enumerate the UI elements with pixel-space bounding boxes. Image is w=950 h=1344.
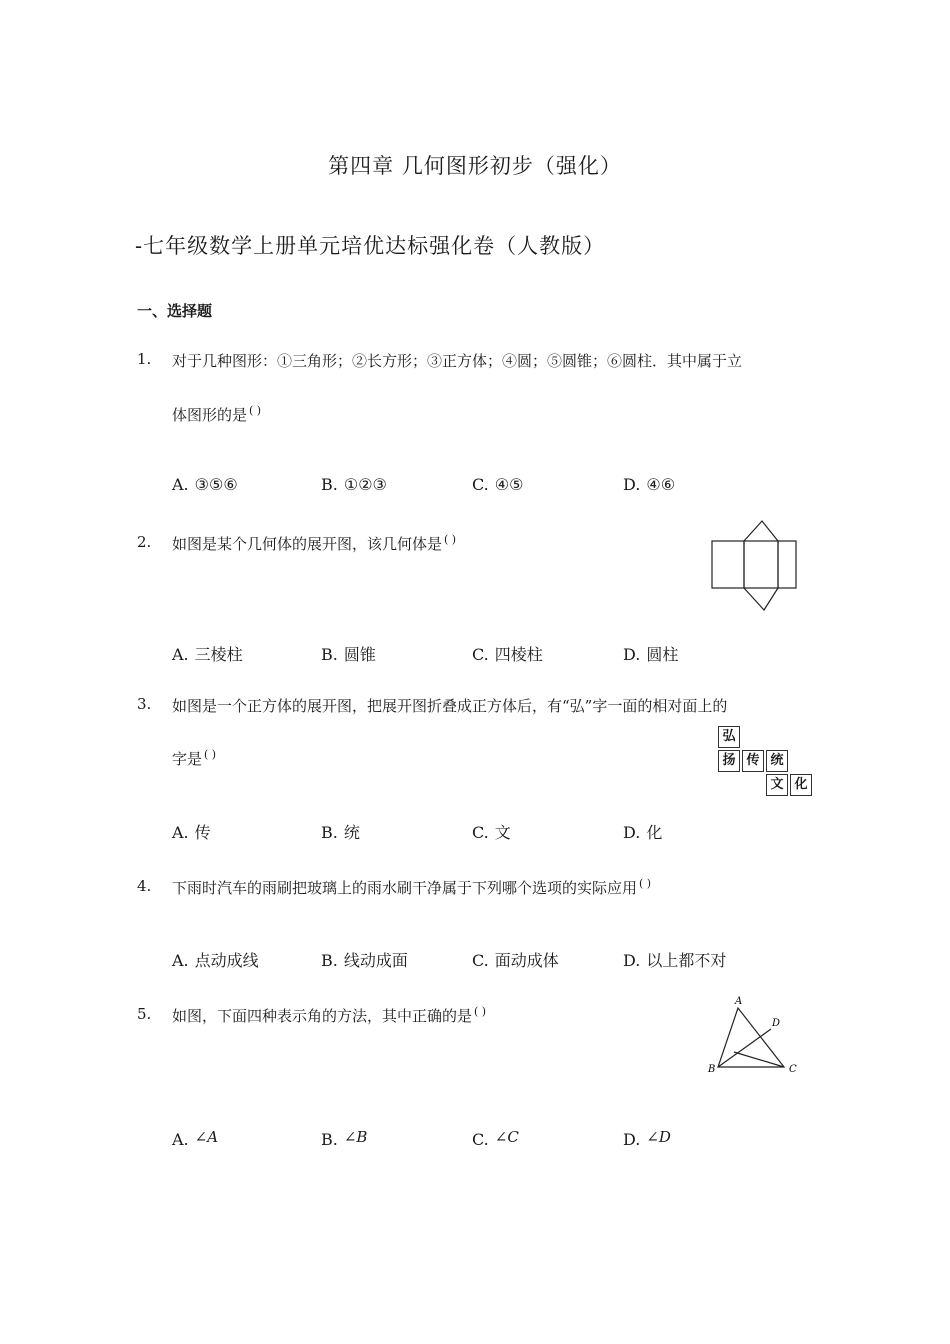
- label-d: D: [772, 1018, 781, 1029]
- option-label: A.: [172, 1130, 189, 1149]
- label-c: C: [789, 1064, 797, 1075]
- option-b[interactable]: [321, 948, 408, 971]
- answer-blank: ( ): [639, 877, 652, 890]
- option-text: 线动成面: [343, 951, 408, 970]
- triangular-prism-net-figure: [708, 518, 800, 614]
- option-text: ④⑤: [494, 475, 524, 494]
- option-label: C.: [472, 645, 489, 664]
- option-a[interactable]: [172, 948, 259, 971]
- option-d[interactable]: [623, 948, 726, 971]
- cube-face: 传: [742, 750, 764, 772]
- question-text: 体图形的是: [172, 406, 248, 424]
- option-text: ①②③: [343, 475, 387, 494]
- option-text: ③⑤⑥: [194, 475, 238, 494]
- question-text-line2: [172, 748, 216, 769]
- option-text: ∠B: [343, 1128, 368, 1146]
- option-text: 点动成线: [194, 951, 259, 970]
- option-label: B.: [321, 475, 338, 494]
- question-number: 1.: [137, 350, 152, 368]
- label-a: A: [735, 996, 743, 1007]
- option-text: ④⑥: [646, 475, 676, 494]
- question-number: 3.: [137, 695, 152, 713]
- option-b[interactable]: [321, 642, 376, 665]
- option-label: B.: [321, 951, 338, 970]
- question-text: 如图是某个几何体的展开图，该几何体是: [172, 535, 443, 553]
- option-a[interactable]: [172, 475, 238, 494]
- question-text-line1: 如图是一个正方体的展开图，把展开图折叠成正方体后，有“弘”字一面的相对面上的: [172, 697, 728, 715]
- question-text-line2: [172, 404, 261, 425]
- option-label: B.: [321, 645, 338, 664]
- cube-face: 文: [766, 774, 788, 796]
- option-label: C.: [472, 823, 489, 842]
- option-text: 以上都不对: [646, 951, 727, 970]
- page-subtitle: -七年级数学上册单元培优达标强化卷（人教版）: [135, 234, 606, 258]
- option-c[interactable]: [472, 642, 543, 665]
- option-a[interactable]: [172, 642, 243, 665]
- option-c[interactable]: [472, 1128, 519, 1149]
- cube-face: 化: [790, 774, 812, 796]
- option-a[interactable]: [172, 1128, 218, 1149]
- option-label: C.: [472, 1130, 489, 1149]
- question-text-line1: 对于几种图形：①三角形；②长方形；③正方体；④圆；⑤圆锥；⑥圆柱．其中属于立: [172, 352, 743, 370]
- cube-face: 统: [766, 750, 788, 772]
- option-d[interactable]: [623, 1128, 671, 1149]
- question-text: 下雨时汽车的雨刷把玻璃上的雨水刷干净属于下列哪个选项的实际应用: [172, 879, 638, 897]
- label-b: B: [708, 1064, 716, 1075]
- cube-net-figure: [718, 726, 814, 798]
- option-text: 化: [646, 823, 663, 842]
- option-d[interactable]: [623, 642, 678, 665]
- option-d[interactable]: [623, 820, 662, 843]
- answer-blank: ( ): [249, 404, 262, 417]
- cube-face: 弘: [718, 726, 740, 748]
- option-text: 传: [194, 823, 211, 842]
- option-text: 圆锥: [343, 645, 376, 664]
- option-label: C.: [472, 475, 489, 494]
- option-c[interactable]: [472, 475, 523, 494]
- section-heading: 一、选择题: [137, 302, 213, 320]
- answer-blank: ( ): [474, 1005, 487, 1018]
- option-text: ∠A: [194, 1128, 219, 1146]
- question-number: 2.: [137, 533, 152, 551]
- question-text-line1: [172, 533, 456, 554]
- option-label: C.: [472, 951, 489, 970]
- option-label: A.: [172, 645, 189, 664]
- option-text: 统: [343, 823, 360, 842]
- option-text: 面动成体: [494, 951, 559, 970]
- option-label: A.: [172, 823, 189, 842]
- option-b[interactable]: [321, 475, 387, 494]
- option-label: D.: [623, 951, 641, 970]
- option-label: A.: [172, 475, 189, 494]
- option-d[interactable]: [623, 475, 675, 494]
- option-label: A.: [172, 951, 189, 970]
- question-number: 4.: [137, 877, 152, 895]
- option-b[interactable]: [321, 1128, 367, 1149]
- answer-blank: ( ): [444, 533, 457, 546]
- triangle-angle-figure: [700, 990, 810, 1080]
- option-text: 圆柱: [646, 645, 679, 664]
- option-b[interactable]: [321, 820, 360, 843]
- option-a[interactable]: [172, 820, 211, 843]
- option-c[interactable]: [472, 948, 559, 971]
- option-label: B.: [321, 1130, 338, 1149]
- question-text-line1: [172, 1005, 486, 1026]
- question-text-line1: [172, 877, 651, 898]
- option-label: D.: [623, 1130, 641, 1149]
- option-text: ∠D: [646, 1128, 671, 1146]
- cube-face: 扬: [718, 750, 740, 772]
- option-text: 文: [494, 823, 511, 842]
- question-number: 5.: [137, 1005, 152, 1023]
- option-label: D.: [623, 823, 641, 842]
- question-text: 如图，下面四种表示角的方法，其中正确的是: [172, 1007, 473, 1025]
- answer-blank: ( ): [204, 748, 217, 761]
- option-c[interactable]: [472, 820, 511, 843]
- option-label: D.: [623, 475, 641, 494]
- option-text: 三棱柱: [194, 645, 243, 664]
- option-text: ∠C: [494, 1128, 519, 1146]
- page-title: 第四章 几何图形初步（强化）: [328, 154, 622, 178]
- option-label: D.: [623, 645, 641, 664]
- option-label: B.: [321, 823, 338, 842]
- option-text: 四棱柱: [494, 645, 543, 664]
- question-text: 字是: [172, 750, 203, 768]
